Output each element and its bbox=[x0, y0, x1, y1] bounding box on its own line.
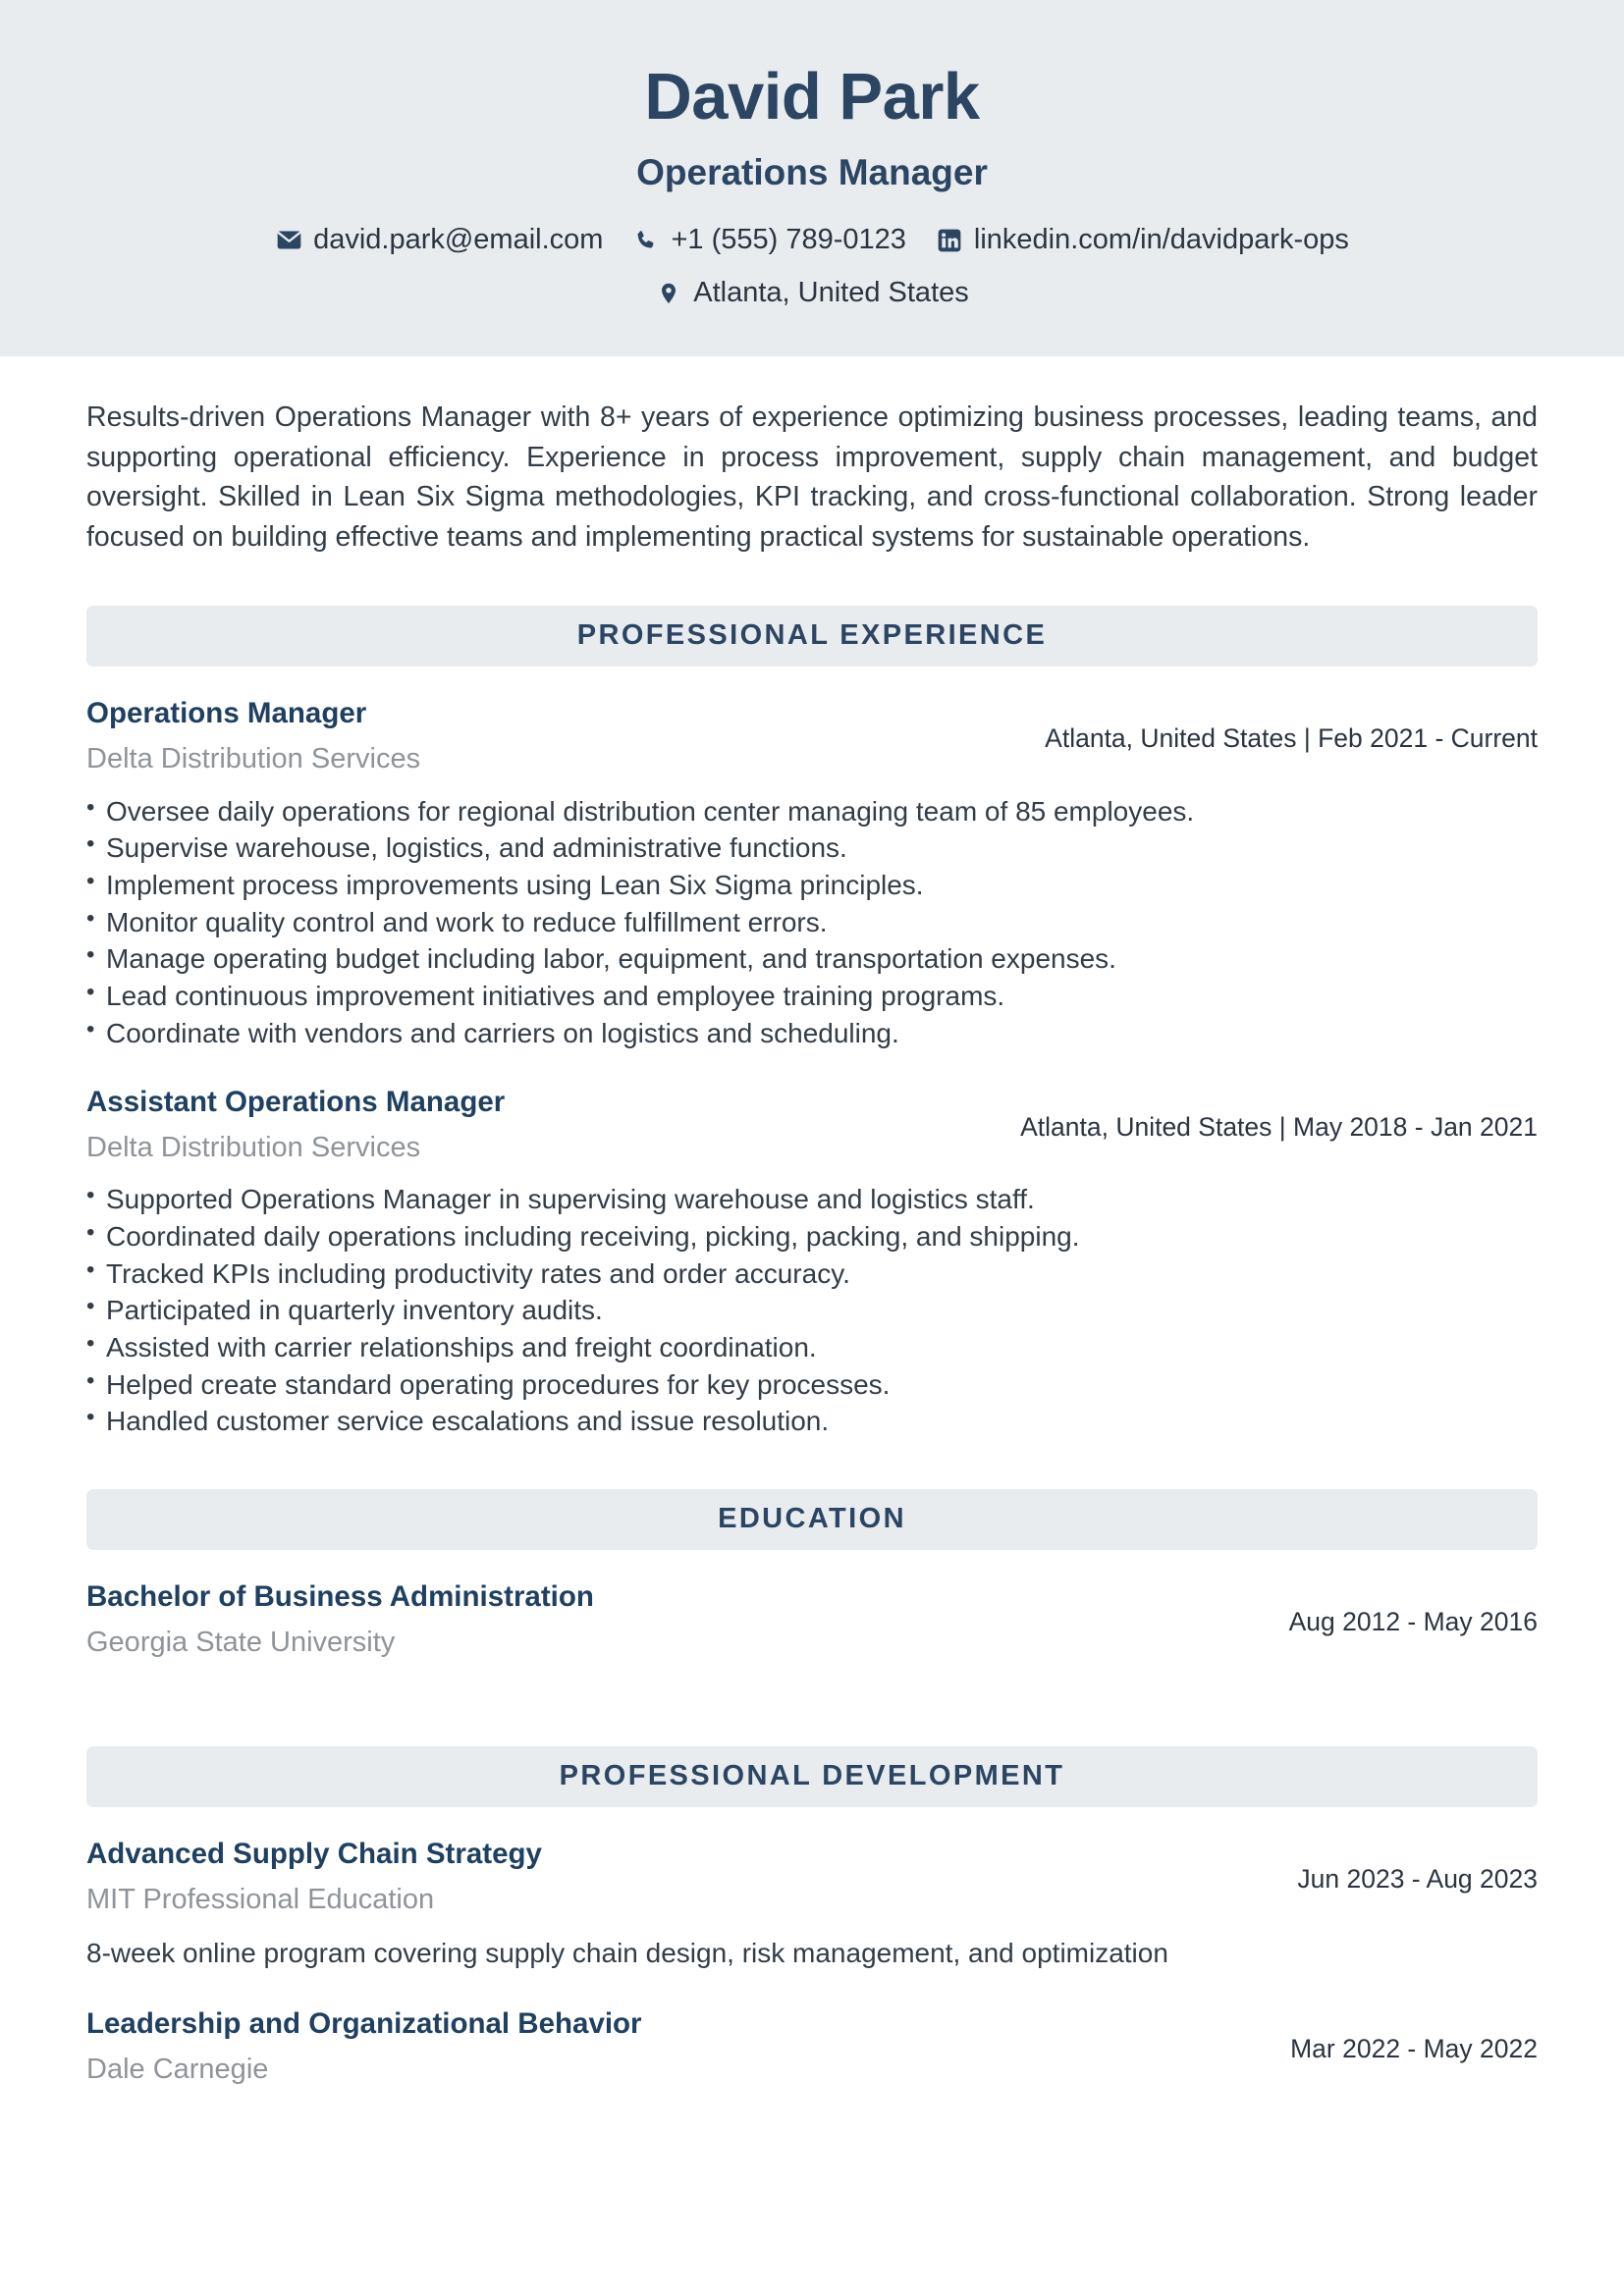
section-header-development bbox=[86, 1746, 1538, 1807]
professional-summary: Results-driven Operations Manager with 8+ years of experience optimizing business processes, leading teams, and supporting operational efficiency. Experience in process improvement, supply chain management, and budget oversight. Skilled in Lean Six Sigma methodologies, KPI tracking, and cross-functional collaboration. Strong leader focused on building effective teams and implementing practical systems for sustainable operations. bbox=[86, 401, 1538, 553]
phone-icon bbox=[632, 227, 660, 254]
entry-company: Delta Distribution Services bbox=[86, 1132, 421, 1164]
entry-degree: Bachelor of Business Administration bbox=[86, 1579, 594, 1613]
resume-content bbox=[0, 398, 1624, 2126]
list-item: • Helped create standard operating procedures for key processes. bbox=[86, 1366, 1538, 1404]
envelope-icon bbox=[275, 227, 302, 254]
contact-email-text: david.park@email.com bbox=[313, 224, 604, 256]
entry-job-title: Operations Manager bbox=[86, 697, 367, 730]
list-item: • Oversee daily operations for regional distribution center managing team of 85 employees. bbox=[86, 793, 1538, 830]
spacer bbox=[86, 1693, 1538, 1697]
list-item: • Coordinate with vendors and carriers on logistics and scheduling. bbox=[86, 1015, 1538, 1052]
list-item: • Lead continuous improvement initiatives and employee training programs. bbox=[86, 978, 1538, 1015]
contact-row-primary bbox=[88, 222, 1536, 259]
contact-email[interactable] bbox=[275, 222, 603, 259]
experience-entry bbox=[86, 696, 1538, 1051]
section-title-education: EDUCATION bbox=[718, 1502, 906, 1534]
entry-location-dates: Atlanta, United States | May 2018 - Jan 2021 bbox=[1020, 1112, 1538, 1143]
development-entry bbox=[86, 1837, 1538, 1973]
entry-dates: Mar 2022 - May 2022 bbox=[1290, 2034, 1538, 2064]
education-entry bbox=[86, 1579, 1538, 1660]
entry-location-dates: Atlanta, United States | Feb 2021 - Current bbox=[1045, 723, 1538, 754]
entry-identity bbox=[86, 1579, 1260, 1660]
contact-location bbox=[655, 275, 969, 312]
list-item: • Coordinated daily operations including receiving, picking, packing, and shipping. bbox=[86, 1218, 1538, 1255]
entry-description: 8-week online program covering supply chain design, risk management, and optimization bbox=[86, 1938, 1168, 1969]
list-item: • Monitor quality control and work to reduce fulfillment errors. bbox=[86, 904, 1538, 941]
section-header-experience bbox=[86, 606, 1538, 667]
development-entry bbox=[86, 2006, 1538, 2087]
entry-provider: Dale Carnegie bbox=[86, 2054, 269, 2086]
contact-row-location bbox=[88, 275, 1536, 312]
list-item: • Supported Operations Manager in supervising warehouse and logistics staff. bbox=[86, 1181, 1538, 1218]
section-header-education bbox=[86, 1489, 1538, 1550]
linkedin-icon bbox=[936, 227, 963, 254]
experience-entry bbox=[86, 1085, 1538, 1440]
resume-header bbox=[0, 0, 1624, 356]
list-item: • Assisted with carrier relationships and freight coordination. bbox=[86, 1329, 1538, 1366]
list-item: • Tracked KPIs including productivity rates and order accuracy. bbox=[86, 1255, 1538, 1293]
entry-program-title: Advanced Supply Chain Strategy bbox=[86, 1838, 542, 1871]
contact-phone[interactable] bbox=[632, 222, 905, 259]
entry-header bbox=[86, 1837, 1538, 1917]
header-job-title: Operations Manager bbox=[636, 151, 988, 192]
entry-bullet-list bbox=[86, 1181, 1538, 1440]
entry-header bbox=[86, 1579, 1538, 1660]
contact-linkedin-text: linkedin.com/in/davidpark-ops bbox=[973, 224, 1349, 256]
contact-linkedin[interactable] bbox=[936, 222, 1349, 259]
entry-header bbox=[86, 1085, 1538, 1165]
entry-institution: Georgia State University bbox=[86, 1626, 396, 1658]
entry-dates: Jun 2023 - Aug 2023 bbox=[1297, 1864, 1538, 1895]
entry-identity bbox=[86, 1837, 1268, 1917]
entry-company: Delta Distribution Services bbox=[86, 743, 421, 775]
entry-program-title: Leadership and Organizational Behavior bbox=[86, 2007, 642, 2041]
page-title: David Park bbox=[644, 60, 980, 133]
list-item: • Handled customer service escalations and issue resolution. bbox=[86, 1403, 1538, 1440]
section-title-experience: PROFESSIONAL EXPERIENCE bbox=[576, 619, 1048, 652]
list-item: • Implement process improvements using Lean Six Sigma principles. bbox=[86, 867, 1538, 904]
entry-job-title: Assistant Operations Manager bbox=[86, 1086, 506, 1119]
list-item: • Supervise warehouse, logistics, and administrative functions. bbox=[86, 829, 1538, 867]
location-pin-icon bbox=[655, 280, 682, 307]
entry-header bbox=[86, 2006, 1538, 2087]
list-item: • Manage operating budget including labor, equipment, and transportation expenses. bbox=[86, 940, 1538, 978]
entry-dates: Aug 2012 - May 2016 bbox=[1288, 1606, 1538, 1636]
contact-location-text: Atlanta, United States bbox=[693, 276, 969, 308]
entry-header bbox=[86, 696, 1538, 776]
section-title-development: PROFESSIONAL DEVELOPMENT bbox=[559, 1760, 1065, 1792]
entry-identity bbox=[86, 696, 1015, 776]
entry-identity bbox=[86, 2006, 1261, 2087]
entry-bullet-list bbox=[86, 793, 1538, 1052]
entry-identity bbox=[86, 1085, 991, 1165]
entry-provider: MIT Professional Education bbox=[86, 1884, 435, 1916]
contact-phone-text: +1 (555) 789-0123 bbox=[671, 224, 906, 256]
list-item: • Participated in quarterly inventory audits. bbox=[86, 1292, 1538, 1329]
